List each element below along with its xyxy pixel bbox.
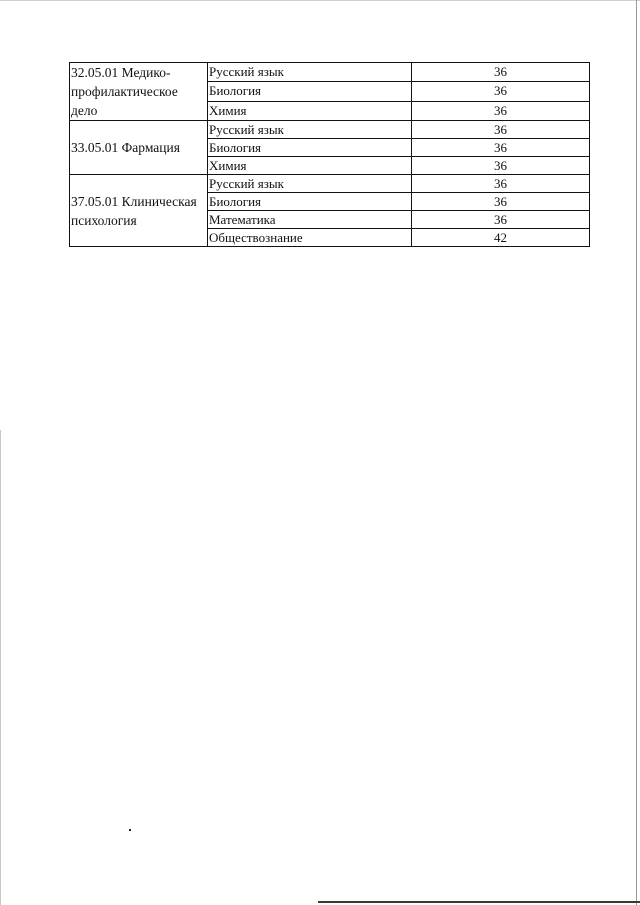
scan-right-edge (636, 0, 637, 905)
min-scores-table (69, 62, 590, 247)
subject-cell: Химия (208, 101, 412, 120)
score-cell: 42 (412, 229, 590, 247)
subject-cell: Обществознание (208, 229, 412, 247)
scan-top-edge (0, 0, 640, 1)
program-cell: 37.05.01 Клиническая психология (70, 175, 208, 247)
score-cell: 36 (412, 101, 590, 120)
program-cell: 32.05.01 Медико-профилактическое дело (70, 63, 208, 121)
scan-speck (129, 829, 131, 831)
scan-left-edge (0, 430, 1, 905)
subject-cell: Биология (208, 139, 412, 157)
score-cell: 36 (412, 157, 590, 175)
subject-cell: Биология (208, 193, 412, 211)
program-cell: 33.05.01 Фармация (70, 121, 208, 175)
table-row (70, 175, 590, 193)
subject-cell: Русский язык (208, 63, 412, 82)
subject-cell: Биология (208, 82, 412, 101)
score-cell: 36 (412, 175, 590, 193)
score-cell: 36 (412, 193, 590, 211)
subject-cell: Математика (208, 211, 412, 229)
score-cell: 36 (412, 211, 590, 229)
subject-cell: Русский язык (208, 175, 412, 193)
table-row (70, 121, 590, 139)
score-cell: 36 (412, 139, 590, 157)
scan-bottom-edge (318, 901, 640, 903)
score-cell: 36 (412, 121, 590, 139)
subject-cell: Русский язык (208, 121, 412, 139)
score-cell: 36 (412, 82, 590, 101)
table-row (70, 63, 590, 82)
score-cell: 36 (412, 63, 590, 82)
subject-cell: Химия (208, 157, 412, 175)
